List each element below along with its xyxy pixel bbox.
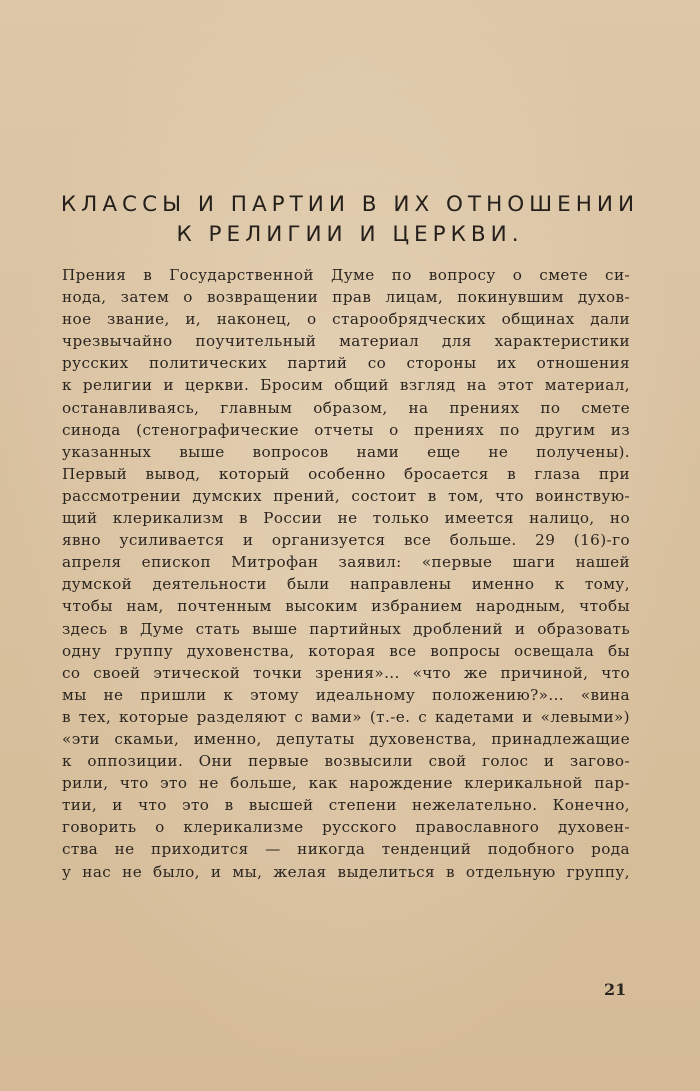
text-line: апреля епископ Митрофан заявил: «первые шаги нашей [62, 553, 630, 572]
text-line: русских политических партий со стороны их отношения [62, 354, 630, 373]
text-line: к религии и церкви. Бросим общий взгляд на этот материал, [62, 376, 630, 395]
chapter-title [40, 190, 660, 250]
text-line: говорить о клерикализме русского православного духовен- [62, 818, 630, 837]
text-line: ства не приходится — никогда тенденций подобного рода [62, 840, 630, 859]
text-line: рассмотрении думских прений, состоит в том, что воинствую- [62, 486, 630, 505]
paragraph-2 [62, 463, 630, 883]
text-line: останавливаясь, главным образом, на прениях по смете [62, 398, 630, 417]
text-line: у нас не было, и мы, желая выделиться в отдельную группу, [62, 862, 630, 881]
text-line: в тех, которые разделяют с вами» (т.-е. с кадетами и «левыми») [62, 707, 630, 726]
text-line: нода, затем о возвращении прав лицам, покинувшим духов- [62, 288, 630, 307]
text-line: тии, и что это в высшей степени нежелательно. Конечно, [62, 796, 630, 815]
text-line: щий клерикализм в России не только имеется налицо, но [62, 509, 630, 528]
body-text [62, 264, 630, 883]
text-line: «эти скамьи, именно, депутаты духовенства, принадлежащие [62, 729, 630, 748]
text-line: явно усиливается и организуется все больше. 29 (16)-го [62, 531, 630, 550]
text-line: думской деятельности были направлены именно к тому, [62, 575, 630, 594]
chapter-title-line-1: КЛАССЫ И ПАРТИИ В ИХ ОТНОШЕНИИ [60, 192, 640, 217]
text-line: мы не пришли к этому идеальному положению?»... «вина [62, 685, 630, 704]
text-line: Первый вывод, который особенно бросается в глаза при [62, 464, 630, 483]
text-line: чтобы нам, почтенным высоким избранием народным, чтобы [62, 597, 630, 616]
text-line: Прения в Государственной Думе по вопросу о смете си- [62, 266, 630, 284]
text-line: одну группу духовенства, которая все вопросы освещала бы [62, 641, 630, 660]
text-line: со своей этической точки зрения»... «что же причиной, что [62, 663, 630, 682]
text-line: ное звание, и, наконец, о старообрядческих общинах дали [62, 310, 630, 329]
page-number: 21 [604, 980, 627, 999]
text-line: чрезвычайно поучительный материал для характеристики [62, 332, 630, 351]
text-line: рили, что это не больше, как нарождение клерикальной пар- [62, 774, 630, 793]
text-line: указанных выше вопросов нами еще не получены). [62, 442, 630, 461]
paragraph-1 [62, 264, 630, 463]
text-line: здесь в Думе стать выше партийных дроблений и образовать [62, 619, 630, 638]
chapter-title-line-2: К РЕЛИГИИ И ЦЕРКВИ. [176, 222, 524, 247]
text-line: синода (стенографические отчеты о прениях по другим из [62, 420, 630, 439]
text-line: к оппозиции. Они первые возвысили свой голос и загово- [62, 752, 630, 771]
